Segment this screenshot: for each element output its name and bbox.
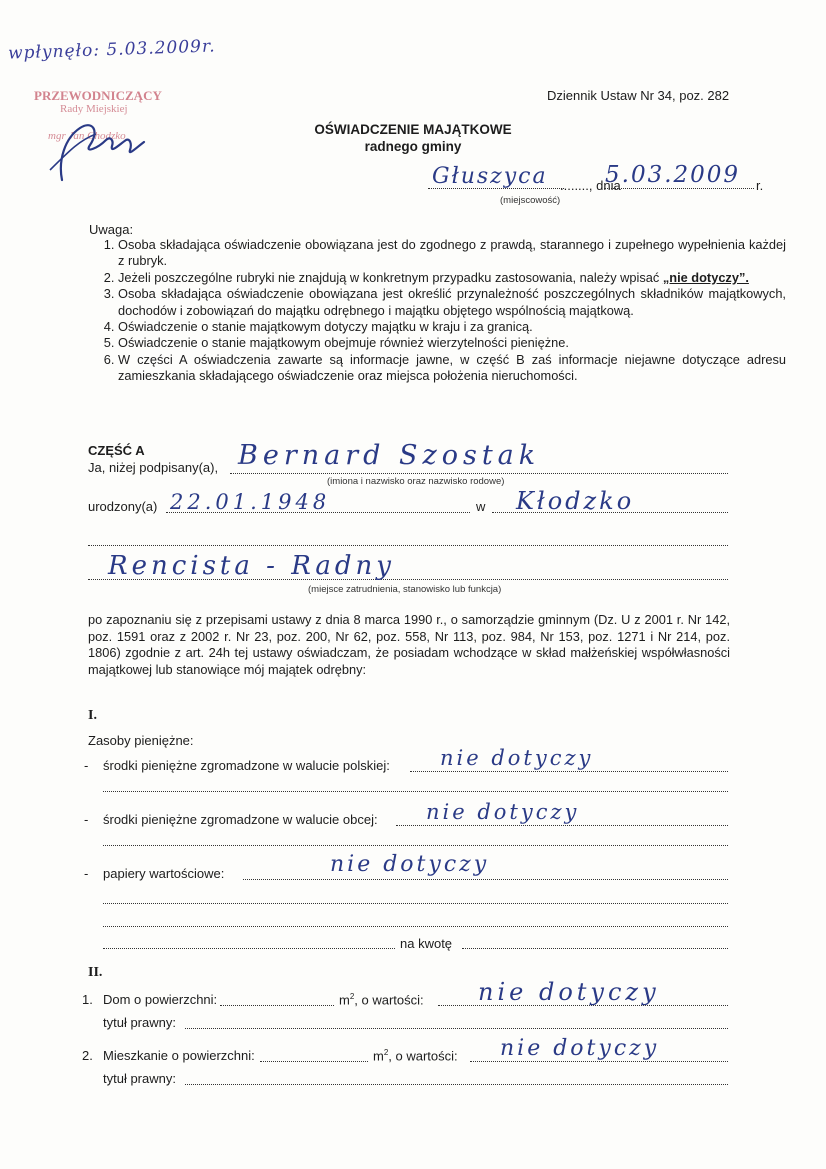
amount-label: na kwotę: [400, 936, 453, 951]
house-unit: $m^2$, o wartości:: [339, 992, 424, 1008]
flat-unit: $m^2$, o wartości:: [373, 1048, 458, 1064]
foreign-value: nie dotyczy: [426, 800, 580, 824]
document-subtitle: radnego gminy: [364, 139, 462, 154]
signed-label: Ja, niżej podpisany(a),: [88, 460, 219, 475]
securities-value: nie dotyczy: [330, 852, 490, 877]
cash-subheading: Zasoby pieniężne:: [88, 733, 194, 748]
securities-label: papiery wartościowe:: [103, 866, 225, 881]
flat-value: nie dotyczy: [500, 1036, 660, 1061]
born-place: Kłodzko: [516, 487, 635, 515]
bullet-3: -: [84, 866, 89, 881]
bullet-1: -: [84, 758, 89, 773]
stamp-name: mgr Jan Chodzko: [48, 130, 126, 142]
part-a-heading: CZĘŚĆ A: [88, 443, 145, 458]
date-separator: ........, dnia: [560, 178, 621, 193]
born-date: 22.01.1948: [170, 490, 331, 514]
journal-reference: Dziennik Ustaw Nr 34, poz. 282: [547, 88, 730, 103]
stamp-council: Rady Miejskiej: [60, 103, 128, 115]
in-label: w: [476, 499, 486, 514]
pln-label: środki pieniężne zgromadzone w walucie polskiej:: [103, 758, 390, 773]
item-1-number: 1.: [82, 992, 93, 1007]
note-2: 2. Jeżeli poszczególne rubryki nie znajdują w konkretnym przypadku zastosowania, należy wpisać „nie dotyczy”.: [118, 270, 786, 286]
workplace-value: Rencista - Radny: [108, 551, 395, 581]
house-value: nie dotyczy: [478, 978, 660, 1006]
document-title: OŚWIADCZENIE MAJĄTKOWE: [314, 122, 512, 137]
chairman-signature: [40, 110, 170, 190]
house-title-label: tytuł prawny:: [103, 1015, 176, 1030]
bullet-2: -: [84, 812, 89, 827]
date-value: 5.03.2009: [605, 162, 741, 188]
stamp-title: PRZEWODNICZĄCY: [34, 88, 162, 103]
note-3: 3. Osoba składająca oświadczenie obowiązana jest określić przynależność poszczególnych składników majątkowych, dochodów i zobowiązań do majątku odrębnego i majątku objętego wspólnością majątkową.: [118, 286, 786, 319]
notes-list: [96, 237, 786, 385]
name-caption: (imiona i nazwisko oraz nazwisko rodowe): [327, 476, 505, 487]
note-1: 1. Osoba składająca oświadczenie obowiązana jest do zgodnego z prawdą, starannego i zupełnego wypełnienia każdej z rubryk.: [118, 237, 786, 270]
born-label: urodzony(a): [88, 499, 158, 514]
declarant-name: Bernard Szostak: [238, 440, 541, 471]
not-applicable-phrase: „nie dotyczy”.: [662, 269, 749, 285]
flat-title-label: tytuł prawny:: [103, 1071, 176, 1086]
place-caption: (miejscowość): [500, 195, 561, 206]
note-5: 5. Oświadczenie o stanie majątkowym obejmuje również wierzytelności pieniężne.: [118, 335, 786, 351]
note-4: 4. Oświadczenie o stanie majątkowym dotyczy majątku w kraju i za granicą.: [118, 319, 786, 335]
place-value: Głuszyca: [432, 164, 548, 189]
pln-value: nie dotyczy: [440, 746, 594, 770]
foreign-label: środki pieniężne zgromadzone w walucie obcej:: [103, 812, 378, 827]
house-label: Dom o powierzchni:: [103, 992, 218, 1007]
note-6: 6. W części A oświadczenia zawarte są informacje jawne, w część B zaś informacje niejawne dotyczące adresu zamieszkania składającego oświadczenie oraz miejsca położenia nieruchomości.: [118, 352, 786, 385]
section-1-heading: I.: [88, 708, 97, 723]
flat-label: Mieszkanie o powierzchni:: [103, 1048, 255, 1063]
section-2-heading: II.: [88, 965, 103, 980]
workplace-caption: (miejsce zatrudnienia, stanowisko lub funkcja): [308, 584, 502, 595]
statement-paragraph: po zapoznaniu się z przepisami ustawy z dnia 8 marca 1990 r., o samorządzie gminnym (Dz. U z 2001 r. Nr 142, poz. 1591 oraz z 2002 r. Nr 23, poz. 200, Nr 62, poz. 558, Nr 113, poz. 984, Nr 153, poz. 1271 i Nr 214, poz. 1806) zgodnie z art. 24h tej ustawy oświadczam, że posiadam wchodzące w skład małżeńskiej współwłasności majątkowej lub stanowiące mój majątek odrębny:: [88, 612, 730, 677]
item-2-number: 2.: [82, 1048, 93, 1063]
notes-heading: Uwaga:: [89, 222, 134, 237]
date-suffix: r.: [756, 178, 764, 193]
received-note: wpłynęło: 5.03.2009r.: [7, 36, 216, 64]
